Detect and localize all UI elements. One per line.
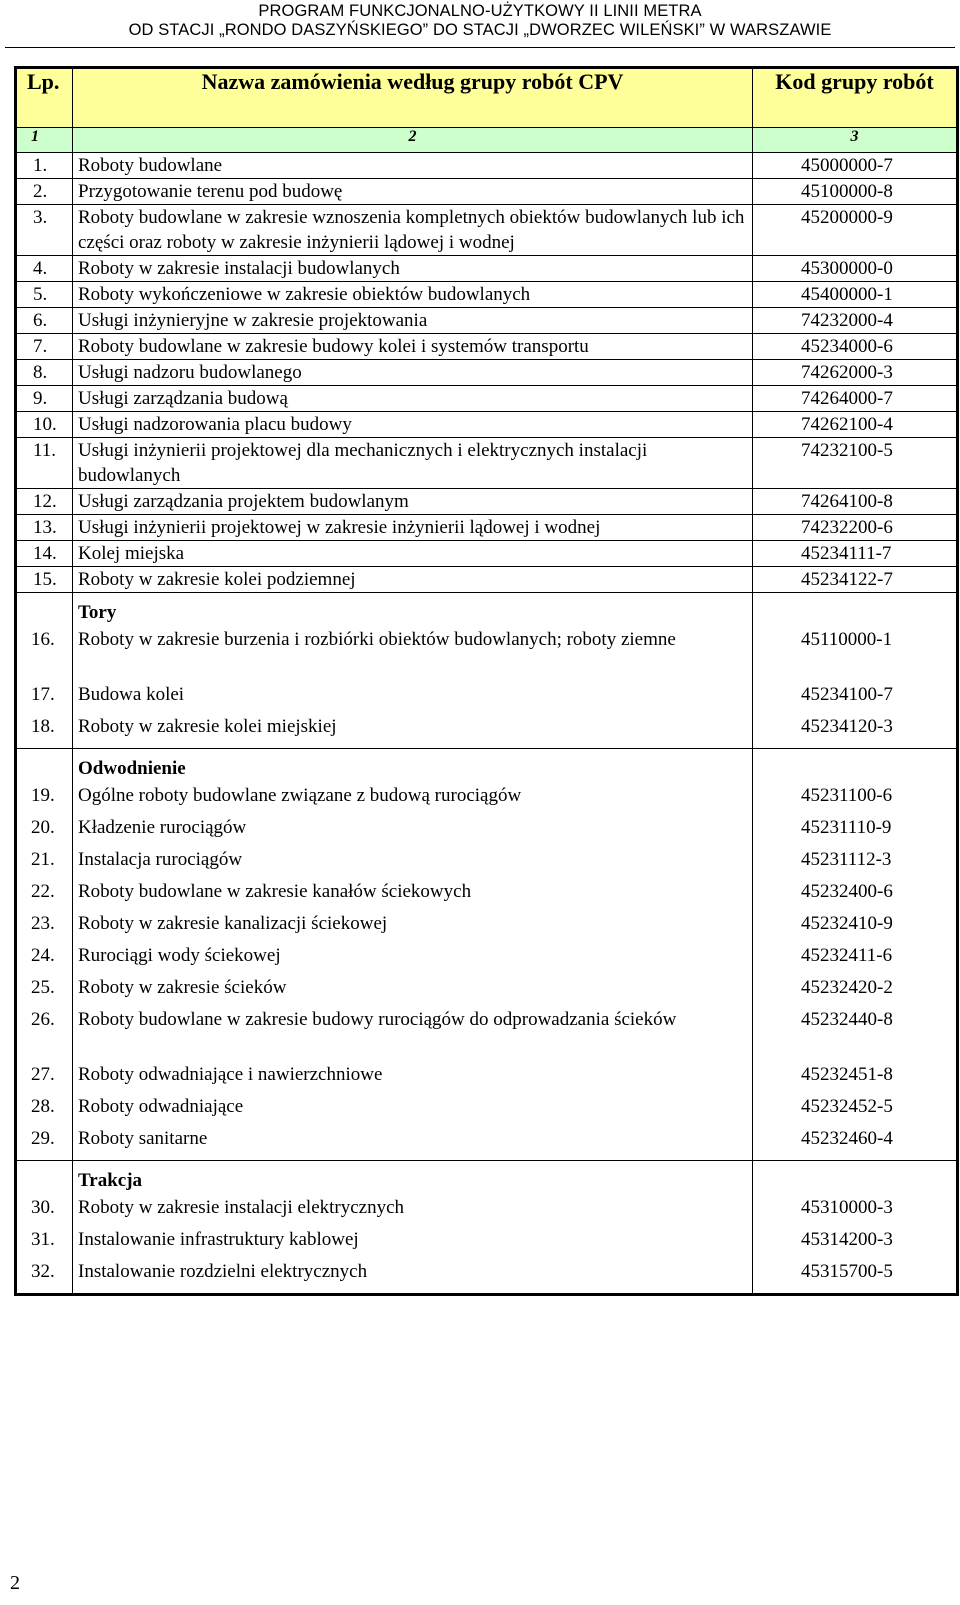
row-name: Roboty w zakresie kanalizacji ściekowej (78, 913, 388, 934)
row-lp: 1. (16, 153, 73, 179)
column-number-3: 3 (753, 128, 958, 153)
row-lp: 13. (16, 515, 73, 541)
group-title-spacer (753, 757, 956, 783)
page-header (0, 2, 960, 40)
row-lp: 28. (31, 1096, 55, 1117)
row-lp: 21. (31, 849, 55, 870)
table-row (16, 489, 958, 515)
row-lp: 11. (16, 438, 73, 489)
row-code: 45400000-1 (753, 282, 958, 308)
row-lp: 24. (31, 945, 55, 966)
row-lp: 27. (31, 1064, 55, 1085)
row-code: 45234111-7 (753, 541, 958, 567)
row-name: Roboty sanitarne (78, 1128, 208, 1149)
row-name: Roboty odwadniające i nawierzchniowe (78, 1064, 383, 1085)
row-name: Roboty budowlane w zakresie kanałów ściekowych (78, 881, 472, 902)
row-lp: 23. (31, 913, 55, 934)
column-number-row (16, 128, 958, 153)
row-code: 45232410-9 (801, 913, 893, 934)
row-code: 74232000-4 (753, 308, 958, 334)
group-title: Trakcja (78, 1170, 143, 1191)
row-lp: 22. (31, 881, 55, 902)
row-lp: 10. (16, 412, 73, 438)
row-lp: 4. (16, 256, 73, 282)
row-lp: 3. (16, 205, 73, 256)
row-name: Roboty w zakresie kolei podziemnej (73, 567, 753, 593)
row-name: Roboty budowlane w zakresie wznoszenia kompletnych obiektów budowlanych lub ich części oraz roboty w zakresie inżynierii lądowej i wodnej (73, 205, 753, 256)
row-code: 45232460-4 (801, 1128, 893, 1149)
table-row (16, 360, 958, 386)
row-code: 74264000-7 (753, 386, 958, 412)
row-code: 45000000-7 (753, 153, 958, 179)
table-row (16, 567, 958, 593)
table-row (16, 541, 958, 567)
table-row (16, 153, 958, 179)
group-title-spacer (17, 1169, 72, 1195)
row-name: Instalowanie infrastruktury kablowej (78, 1229, 359, 1250)
row-code: 45100000-8 (753, 179, 958, 205)
row-name: Usługi nadzoru budowlanego (73, 360, 753, 386)
row-lp: 5. (16, 282, 73, 308)
row-lp: 9. (16, 386, 73, 412)
header-code: Kod grupy robót (753, 68, 958, 128)
row-code: 45200000-9 (753, 205, 958, 256)
row-code: 74264100-8 (753, 489, 958, 515)
row-name: Roboty budowlane w zakresie budowy rurociągów do odprowadzania ścieków (78, 1009, 677, 1030)
table-row (16, 256, 958, 282)
group-name-column (73, 1161, 753, 1295)
table-header-row (16, 68, 958, 128)
row-code: 45315700-5 (801, 1261, 893, 1282)
group-code-column (753, 749, 958, 1161)
table-row (16, 412, 958, 438)
table-row (16, 438, 958, 489)
page-number: 2 (10, 1572, 20, 1594)
row-code: 45231110-9 (801, 817, 892, 838)
row-code: 45232440-8 (801, 1009, 893, 1030)
group-title-spacer (17, 601, 72, 627)
row-code: 45110000-1 (801, 629, 893, 650)
row-lp: 16. (31, 629, 55, 650)
row-name: Roboty budowlane (73, 153, 753, 179)
row-lp: 18. (31, 716, 55, 737)
row-lp: 19. (31, 785, 55, 806)
row-lp: 15. (16, 567, 73, 593)
header-name: Nazwa zamówienia według grupy robót CPV (73, 68, 753, 128)
row-name: Przygotowanie terenu pod budowę (73, 179, 753, 205)
row-lp: 17. (31, 684, 55, 705)
row-code: 45232451-8 (801, 1064, 893, 1085)
group-title-spacer (753, 1169, 956, 1195)
row-code: 45314200-3 (801, 1229, 893, 1250)
row-code: 45232452-5 (801, 1096, 893, 1117)
table-row (16, 179, 958, 205)
row-lp: 7. (16, 334, 73, 360)
row-lp: 20. (31, 817, 55, 838)
row-name: Roboty w zakresie instalacji elektrycznych (78, 1197, 405, 1218)
row-name: Roboty odwadniające (78, 1096, 244, 1117)
group-row-trakcja (16, 1161, 958, 1295)
header-lp: Lp. (16, 68, 73, 128)
row-lp: 30. (31, 1197, 55, 1218)
group-name-column (73, 593, 753, 749)
row-lp: 26. (31, 1009, 55, 1030)
table-row (16, 334, 958, 360)
row-name: Roboty budowlane w zakresie budowy kolei i systemów transportu (73, 334, 753, 360)
row-name: Budowa kolei (78, 684, 185, 705)
row-code: 45232411-6 (801, 945, 893, 966)
row-lp: 2. (16, 179, 73, 205)
column-number-1: 1 (16, 128, 73, 153)
cpv-table (14, 66, 959, 1296)
row-name: Roboty w zakresie kolei miejskiej (78, 716, 337, 737)
group-title: Tory (78, 602, 117, 623)
group-title: Odwodnienie (78, 758, 186, 779)
row-name: Usługi inżynierii projektowej dla mechanicznych i elektrycznych instalacji budowlanych (73, 438, 753, 489)
row-name: Usługi inżynieryjne w zakresie projektowania (73, 308, 753, 334)
group-name-column (73, 749, 753, 1161)
group-row-odwodnienie (16, 749, 958, 1161)
row-lp: 8. (16, 360, 73, 386)
row-name: Ogólne roboty budowlane związane z budową rurociągów (78, 785, 522, 806)
row-name: Kładzenie rurociągów (78, 817, 247, 838)
row-code: 45234000-6 (753, 334, 958, 360)
row-lp: 14. (16, 541, 73, 567)
header-divider (5, 47, 955, 48)
row-name: Kolej miejska (73, 541, 753, 567)
row-code: 74262100-4 (753, 412, 958, 438)
row-code: 45231112-3 (801, 849, 892, 870)
row-lp: 6. (16, 308, 73, 334)
row-code: 74262000-3 (753, 360, 958, 386)
row-name: Usługi zarządzania projektem budowlanym (73, 489, 753, 515)
row-code: 45234100-7 (801, 684, 893, 705)
group-title-spacer (17, 757, 72, 783)
cpv-table-container (14, 66, 956, 1296)
header-line-2: OD STACJI „RONDO DASZYŃSKIEGO” DO STACJI „DWORZEC WILEŃSKI” W WARSZAWIE (128, 21, 832, 39)
row-code: 45231100-6 (801, 785, 893, 806)
table-row (16, 282, 958, 308)
group-row-tory (16, 593, 958, 749)
row-lp: 25. (31, 977, 55, 998)
table-row (16, 515, 958, 541)
row-code: 45310000-3 (801, 1197, 893, 1218)
column-number-2: 2 (73, 128, 753, 153)
row-name: Rurociągi wody ściekowej (78, 945, 281, 966)
row-code: 45232420-2 (801, 977, 893, 998)
group-lp-column (16, 749, 73, 1161)
row-name: Roboty w zakresie burzenia i rozbiórki obiektów budowlanych; roboty ziemne (78, 629, 676, 650)
row-lp: 32. (31, 1261, 55, 1282)
row-name: Roboty w zakresie ścieków (78, 977, 287, 998)
row-lp: 29. (31, 1128, 55, 1149)
row-name: Roboty wykończeniowe w zakresie obiektów budowlanych (73, 282, 753, 308)
group-title-spacer (753, 601, 956, 627)
group-lp-column (16, 1161, 73, 1295)
table-row (16, 205, 958, 256)
row-name: Usługi inżynierii projektowej w zakresie inżynierii lądowej i wodnej (73, 515, 753, 541)
row-code: 45234120-3 (801, 716, 893, 737)
row-name: Instalacja rurociągów (78, 849, 243, 870)
row-code: 74232200-6 (753, 515, 958, 541)
row-code: 74232100-5 (753, 438, 958, 489)
row-name: Instalowanie rozdzielni elektrycznych (78, 1261, 368, 1282)
table-row (16, 386, 958, 412)
row-name: Roboty w zakresie instalacji budowlanych (73, 256, 753, 282)
row-lp: 31. (31, 1229, 55, 1250)
group-code-column (753, 1161, 958, 1295)
row-code: 45234122-7 (753, 567, 958, 593)
row-name: Usługi nadzorowania placu budowy (73, 412, 753, 438)
table-row (16, 308, 958, 334)
group-code-column (753, 593, 958, 749)
row-code: 45232400-6 (801, 881, 893, 902)
group-lp-column (16, 593, 73, 749)
row-name: Usługi zarządzania budową (73, 386, 753, 412)
row-code: 45300000-0 (753, 256, 958, 282)
row-lp: 12. (16, 489, 73, 515)
cpv-table-body (16, 68, 958, 1295)
header-line-1: PROGRAM FUNKCJONALNO-UŻYTKOWY II LINII METRA (258, 2, 702, 20)
